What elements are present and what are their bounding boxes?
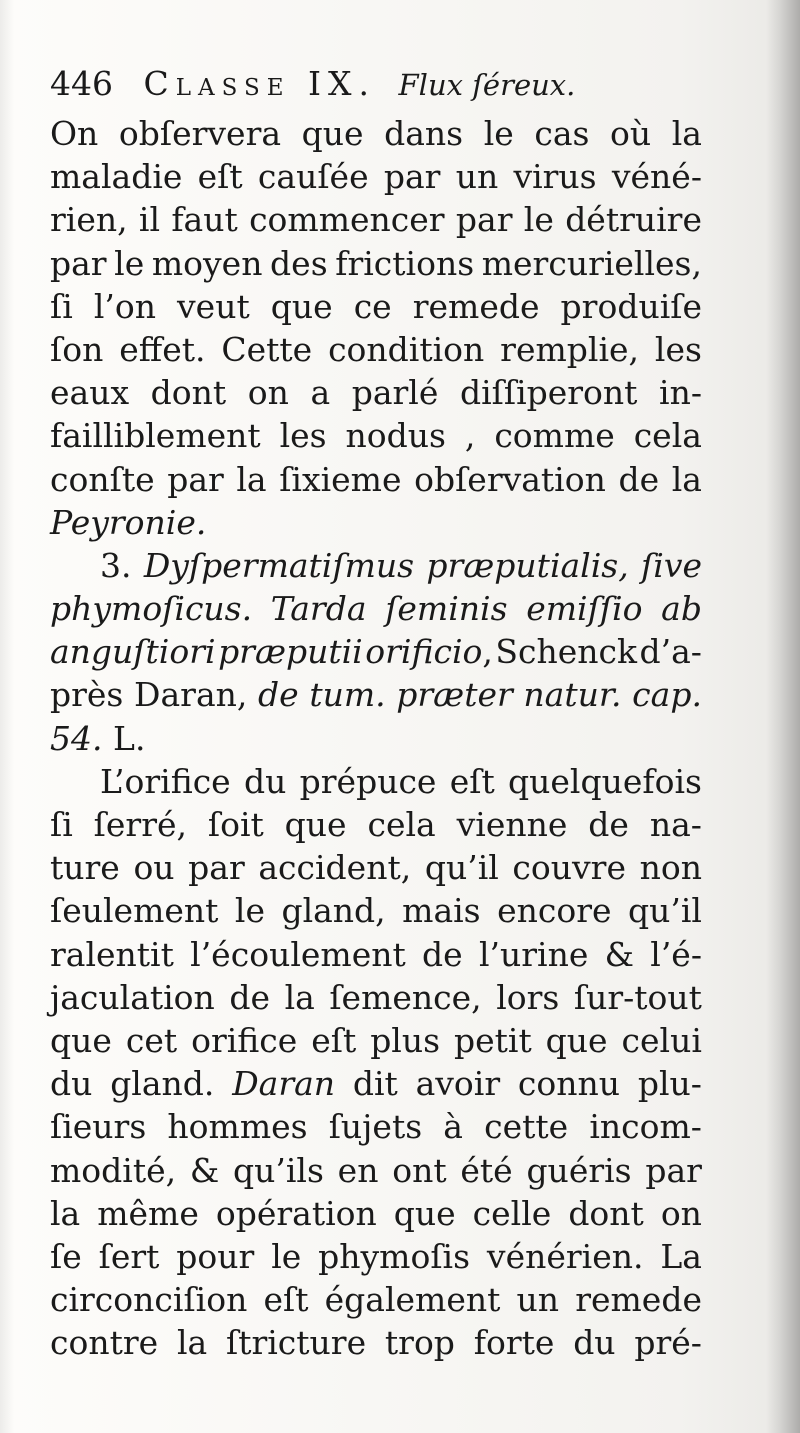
text-line: [50, 242, 702, 285]
word: præter: [396, 675, 513, 715]
word: vénérien.: [486, 1236, 644, 1276]
word: par: [455, 200, 513, 240]
word: qu’il: [628, 891, 702, 931]
word: forte: [473, 1323, 555, 1363]
word: comme: [494, 416, 615, 456]
word: du: [243, 761, 287, 801]
text-line: [50, 717, 702, 760]
text-line: [50, 673, 702, 716]
word: Daran: [232, 1064, 336, 1104]
word: que: [393, 1193, 456, 1233]
word: obſervera: [118, 114, 282, 153]
word: l’urine: [478, 934, 589, 974]
word: de: [422, 934, 463, 974]
word: trop: [384, 1323, 455, 1363]
word: le: [234, 891, 265, 931]
word: pour: [176, 1236, 255, 1276]
word: remede: [575, 1280, 702, 1320]
word: connu: [517, 1064, 621, 1104]
word: on: [247, 373, 289, 413]
word: près: [50, 675, 124, 715]
word: modité,: [50, 1150, 177, 1190]
word: remplie,: [500, 329, 640, 369]
word: ſert: [98, 1236, 160, 1276]
word: ſujets: [328, 1107, 423, 1147]
word: ſive: [641, 545, 702, 585]
word: d’a-: [639, 632, 702, 672]
word: præputii: [218, 632, 363, 672]
word: dans: [384, 114, 464, 153]
text-line: [50, 371, 702, 414]
word: en: [337, 1150, 379, 1190]
word: tum.: [309, 675, 386, 715]
word: produiſe: [560, 286, 702, 326]
word: opération: [215, 1193, 377, 1233]
word: ab: [661, 589, 702, 629]
word: la: [671, 114, 702, 153]
class-label: Classe IX.: [143, 64, 377, 103]
word: ſe: [50, 1236, 82, 1276]
word: la: [236, 459, 267, 499]
word: maladie: [50, 157, 183, 197]
word: jaculation: [50, 977, 215, 1017]
word: véné-: [611, 157, 702, 197]
word: na-: [649, 805, 702, 844]
word: été: [460, 1150, 513, 1190]
text-line: [50, 803, 702, 846]
paragraph: [50, 112, 702, 544]
word: On: [50, 114, 99, 153]
word: eſt: [197, 157, 243, 197]
word: ſeulement: [50, 891, 219, 931]
word: orificio,: [365, 632, 493, 672]
word: l’é-: [650, 934, 702, 974]
word: effet.: [119, 329, 206, 369]
word: Daran,: [134, 675, 248, 715]
word: ſi: [50, 805, 73, 844]
word: qu’il: [424, 848, 499, 888]
word: natur.: [523, 675, 622, 715]
word: Peyronie.: [50, 502, 207, 542]
word: condition: [328, 329, 485, 369]
word: emiſſio: [526, 589, 643, 629]
word: de: [229, 977, 271, 1017]
word: frictions: [335, 243, 475, 283]
text-line: [50, 1192, 702, 1235]
text-line: [50, 1019, 702, 1062]
word: cauſée: [257, 157, 369, 197]
word: ſi: [50, 286, 73, 326]
word: ſixieme: [279, 459, 402, 499]
word: incom-: [589, 1107, 702, 1147]
text-line: [50, 760, 702, 803]
word: ture: [50, 848, 120, 888]
word: L’orifice: [100, 761, 231, 801]
word: par: [188, 848, 245, 888]
word: cela: [367, 805, 436, 844]
word: failliblement: [50, 416, 261, 456]
word: guéris: [526, 1150, 632, 1190]
text-line: [50, 933, 702, 976]
word: que: [301, 114, 364, 153]
word: les: [279, 416, 327, 456]
word: commencer: [249, 200, 445, 240]
word: cet: [125, 1020, 178, 1060]
word: l’écoulement: [190, 934, 406, 974]
page-edge-shadow: [0, 0, 14, 1433]
word: que: [545, 1020, 608, 1060]
word: rien,: [50, 200, 128, 240]
text-line: [50, 1062, 702, 1105]
text-line: [50, 1105, 702, 1148]
text-line: [50, 1321, 702, 1364]
word: gland,: [281, 891, 386, 931]
word: celle: [472, 1193, 552, 1233]
word: lors: [496, 977, 560, 1017]
text-line: [50, 1149, 702, 1192]
word: virus: [513, 157, 597, 197]
word: où: [610, 114, 652, 153]
text-line: [50, 976, 702, 1019]
word: ont: [392, 1150, 447, 1190]
word: veut: [177, 286, 250, 326]
word: la: [671, 459, 702, 499]
word: on: [660, 1193, 702, 1233]
page-text-block: [50, 56, 702, 1364]
word: par: [645, 1150, 702, 1190]
text-line: [50, 458, 702, 501]
word: le: [271, 1236, 302, 1276]
word: que: [50, 1020, 112, 1060]
word: ſur-tout: [573, 977, 702, 1017]
word: ſoit: [207, 805, 264, 844]
word: de: [258, 675, 299, 715]
word: Tarda: [270, 589, 367, 629]
word: &: [189, 1150, 220, 1190]
word: ſon: [50, 329, 104, 369]
text-line: [50, 112, 702, 155]
body-text: [50, 112, 702, 1364]
word: nodus: [345, 416, 446, 456]
word: que: [270, 286, 333, 326]
word: L.: [113, 718, 146, 758]
word: également: [324, 1280, 501, 1320]
word: ce: [353, 286, 392, 326]
text-line: [50, 1235, 702, 1278]
word: ſerré,: [93, 805, 187, 844]
word: le: [523, 200, 554, 240]
word: de: [618, 459, 660, 499]
word: pré-: [634, 1323, 702, 1363]
section-title: Flux ſéreux.: [398, 68, 576, 102]
word: parlé: [351, 373, 439, 413]
word: plu-: [637, 1064, 702, 1104]
text-line: [50, 1278, 702, 1321]
text-line: [50, 889, 702, 932]
page-number: 446: [50, 64, 113, 103]
word: prépuce: [299, 761, 437, 801]
word: un: [516, 1280, 560, 1320]
word: La: [660, 1236, 702, 1276]
word: la: [284, 977, 315, 1017]
text-line: [50, 414, 702, 457]
word: &: [604, 934, 634, 974]
word: les: [654, 329, 702, 369]
word: præputialis,: [426, 545, 629, 585]
text-line: [50, 587, 702, 630]
word: gland.: [110, 1064, 215, 1104]
word: couvre: [512, 848, 626, 888]
word: mais: [402, 891, 481, 931]
word: faut: [171, 200, 238, 240]
word: obſervation: [414, 459, 606, 499]
word: 3.: [100, 545, 132, 585]
word: phymoſicus.: [50, 589, 253, 629]
word: un: [455, 157, 499, 197]
word: non: [639, 848, 702, 888]
text-line: [50, 285, 702, 328]
word: vienne: [456, 805, 568, 844]
word: même: [97, 1193, 199, 1233]
word: in-: [659, 373, 702, 413]
word: Schenck: [495, 632, 637, 672]
word: a: [310, 373, 331, 413]
word: petit: [454, 1020, 532, 1060]
word: ou: [133, 848, 175, 888]
word: anguſtiori: [50, 632, 216, 672]
word: par: [50, 243, 107, 283]
word: dont: [568, 1193, 644, 1233]
word: le: [483, 114, 514, 153]
word: à: [443, 1107, 463, 1147]
text-line: [50, 630, 702, 673]
word: Cette: [221, 329, 313, 369]
text-line: [50, 544, 702, 587]
word: ſtricture: [226, 1323, 367, 1363]
word: orifice: [191, 1020, 298, 1060]
word: dont: [150, 373, 227, 413]
running-head: [50, 56, 702, 112]
word: diſſiperont: [459, 373, 638, 413]
word: par: [167, 459, 224, 499]
word: moyen: [151, 243, 263, 283]
word: ſeminis: [385, 589, 508, 629]
word: cap.: [632, 675, 702, 715]
word: encore: [497, 891, 612, 931]
word: eſt: [449, 761, 495, 801]
word: du: [573, 1323, 616, 1363]
word: 54.: [50, 718, 103, 758]
word: cas: [534, 114, 590, 153]
paragraph: [50, 544, 702, 760]
paragraph: [50, 760, 702, 1365]
text-line: [50, 198, 702, 241]
word: quelquefois: [508, 761, 702, 801]
word: le: [114, 243, 145, 283]
word: eſt: [263, 1280, 309, 1320]
word: ſemence,: [329, 977, 482, 1017]
word: ,: [464, 416, 476, 456]
word: la: [176, 1323, 208, 1363]
word: plus: [370, 1020, 441, 1060]
word: détruire: [565, 200, 702, 240]
text-line: [50, 328, 702, 371]
word: phymoſis: [318, 1236, 471, 1276]
word: eaux: [50, 373, 130, 413]
word: la: [50, 1193, 81, 1233]
word: des: [270, 243, 328, 283]
word: mercurielles,: [481, 243, 702, 283]
word: celui: [621, 1020, 702, 1060]
word: dit: [352, 1064, 398, 1104]
word: remede: [412, 286, 540, 326]
word: conſte: [50, 459, 155, 499]
word: hommes: [167, 1107, 308, 1147]
word: qu’ils: [233, 1150, 324, 1190]
word: contre: [50, 1323, 159, 1363]
text-line: [50, 501, 702, 544]
word: cela: [633, 416, 702, 456]
word: par: [383, 157, 441, 197]
word: l’on: [93, 286, 156, 326]
word: cette: [484, 1107, 569, 1147]
word: de: [588, 805, 629, 844]
word: eſt: [311, 1020, 357, 1060]
text-line: [50, 846, 702, 889]
word: circonciſion: [50, 1280, 248, 1320]
word: accident,: [258, 848, 412, 888]
word: que: [284, 805, 347, 844]
word: du: [50, 1064, 93, 1104]
text-line: [50, 155, 702, 198]
word: ſieurs: [50, 1107, 147, 1147]
word: avoir: [415, 1064, 501, 1104]
word: Dyſpermatiſmus: [143, 545, 415, 585]
word: ralentit: [50, 934, 174, 974]
word: il: [138, 200, 161, 240]
book-gutter-shadow: [766, 0, 800, 1433]
